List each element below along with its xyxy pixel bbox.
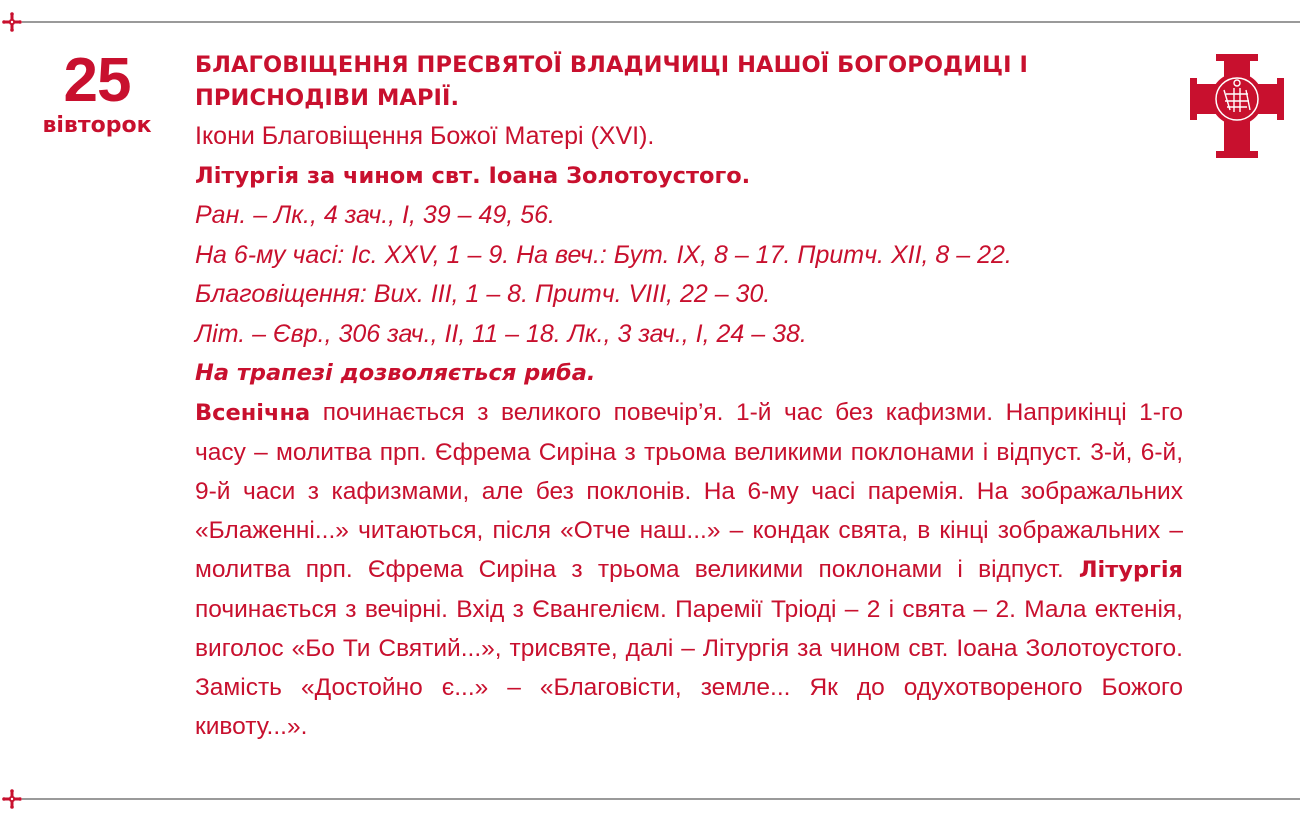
liturgy-heading: Літургія — [1078, 557, 1183, 583]
red-cross-emblem-icon — [1190, 54, 1284, 158]
top-divider — [22, 21, 1300, 23]
ornamental-cross-icon — [2, 789, 22, 809]
reading-line: Благовіщення: Вих. III, 1 – 8. Притч. VIII, 22 – 30. — [195, 280, 771, 308]
reading-line: На 6-му часі: Іс. XXV, 1 – 9. На веч.: Бут. IX, 8 – 17. Притч. XII, 8 – 22. — [195, 240, 1012, 269]
reading-line: Літ. – Євр., 306 зач., II, 11 – 18. Лк., 3 зач., I, 24 – 38. — [195, 319, 807, 348]
vigil-heading: Всенічна — [195, 400, 311, 426]
weekday-label: вівторок — [42, 113, 152, 138]
icons-line: Ікони Благовіщення Божої Матері (XVI). — [195, 122, 655, 150]
date-block — [22, 48, 172, 138]
day-entry — [195, 49, 1183, 746]
feast-title: БЛАГОВІЩЕННЯ ПРЕСВЯТОЇ ВЛАДИЧИЦІ НАШОЇ БОГОРОДИЦІ І ПРИСНОДІВИ МАРІЇ. — [195, 52, 1028, 111]
day-number: 25 — [63, 46, 131, 115]
liturgy-line: Літургія за чином свт. Іоана Золотоустого. — [195, 163, 751, 189]
reading-line: Ран. – Лк., 4 зач., I, 39 – 49, 56. — [195, 201, 555, 229]
rubric-text: починається з вечірні. Вхід з Євангелієм. Паремії Тріоді – 2 і свята – 2. Мала ектенія, виголос «Бо Ти Святий...», трисвяте, далі – Літургія за чином свт. Іоана Золотоустого. Замість «Достойно є...» – «Благовісти, земле... Як до одухотвореного Божого кивоту...». — [195, 596, 1183, 740]
fasting-note: На трапезі дозволяється риба. — [195, 360, 596, 386]
bottom-divider — [22, 798, 1300, 800]
ornamental-cross-icon — [2, 12, 22, 32]
rubric-text: починається з великого повечір’я. 1-й час без кафизми. Наприкінці 1-го часу – молитва прп. Єфрема Сиріна з трьома великими поклонами і відпуст. 3-й, 6-й, 9-й часи з кафизмами, але без поклонів. На 6-му часі паремія. На зображальних «Блаженні...» читаються, після «Отче наш...» – кондак свята, в кінці зображальних – молитва прп. Єфрема Сиріна з трьома великими поклонами і відпуст. — [195, 399, 1183, 583]
service-rubric — [195, 393, 1183, 746]
